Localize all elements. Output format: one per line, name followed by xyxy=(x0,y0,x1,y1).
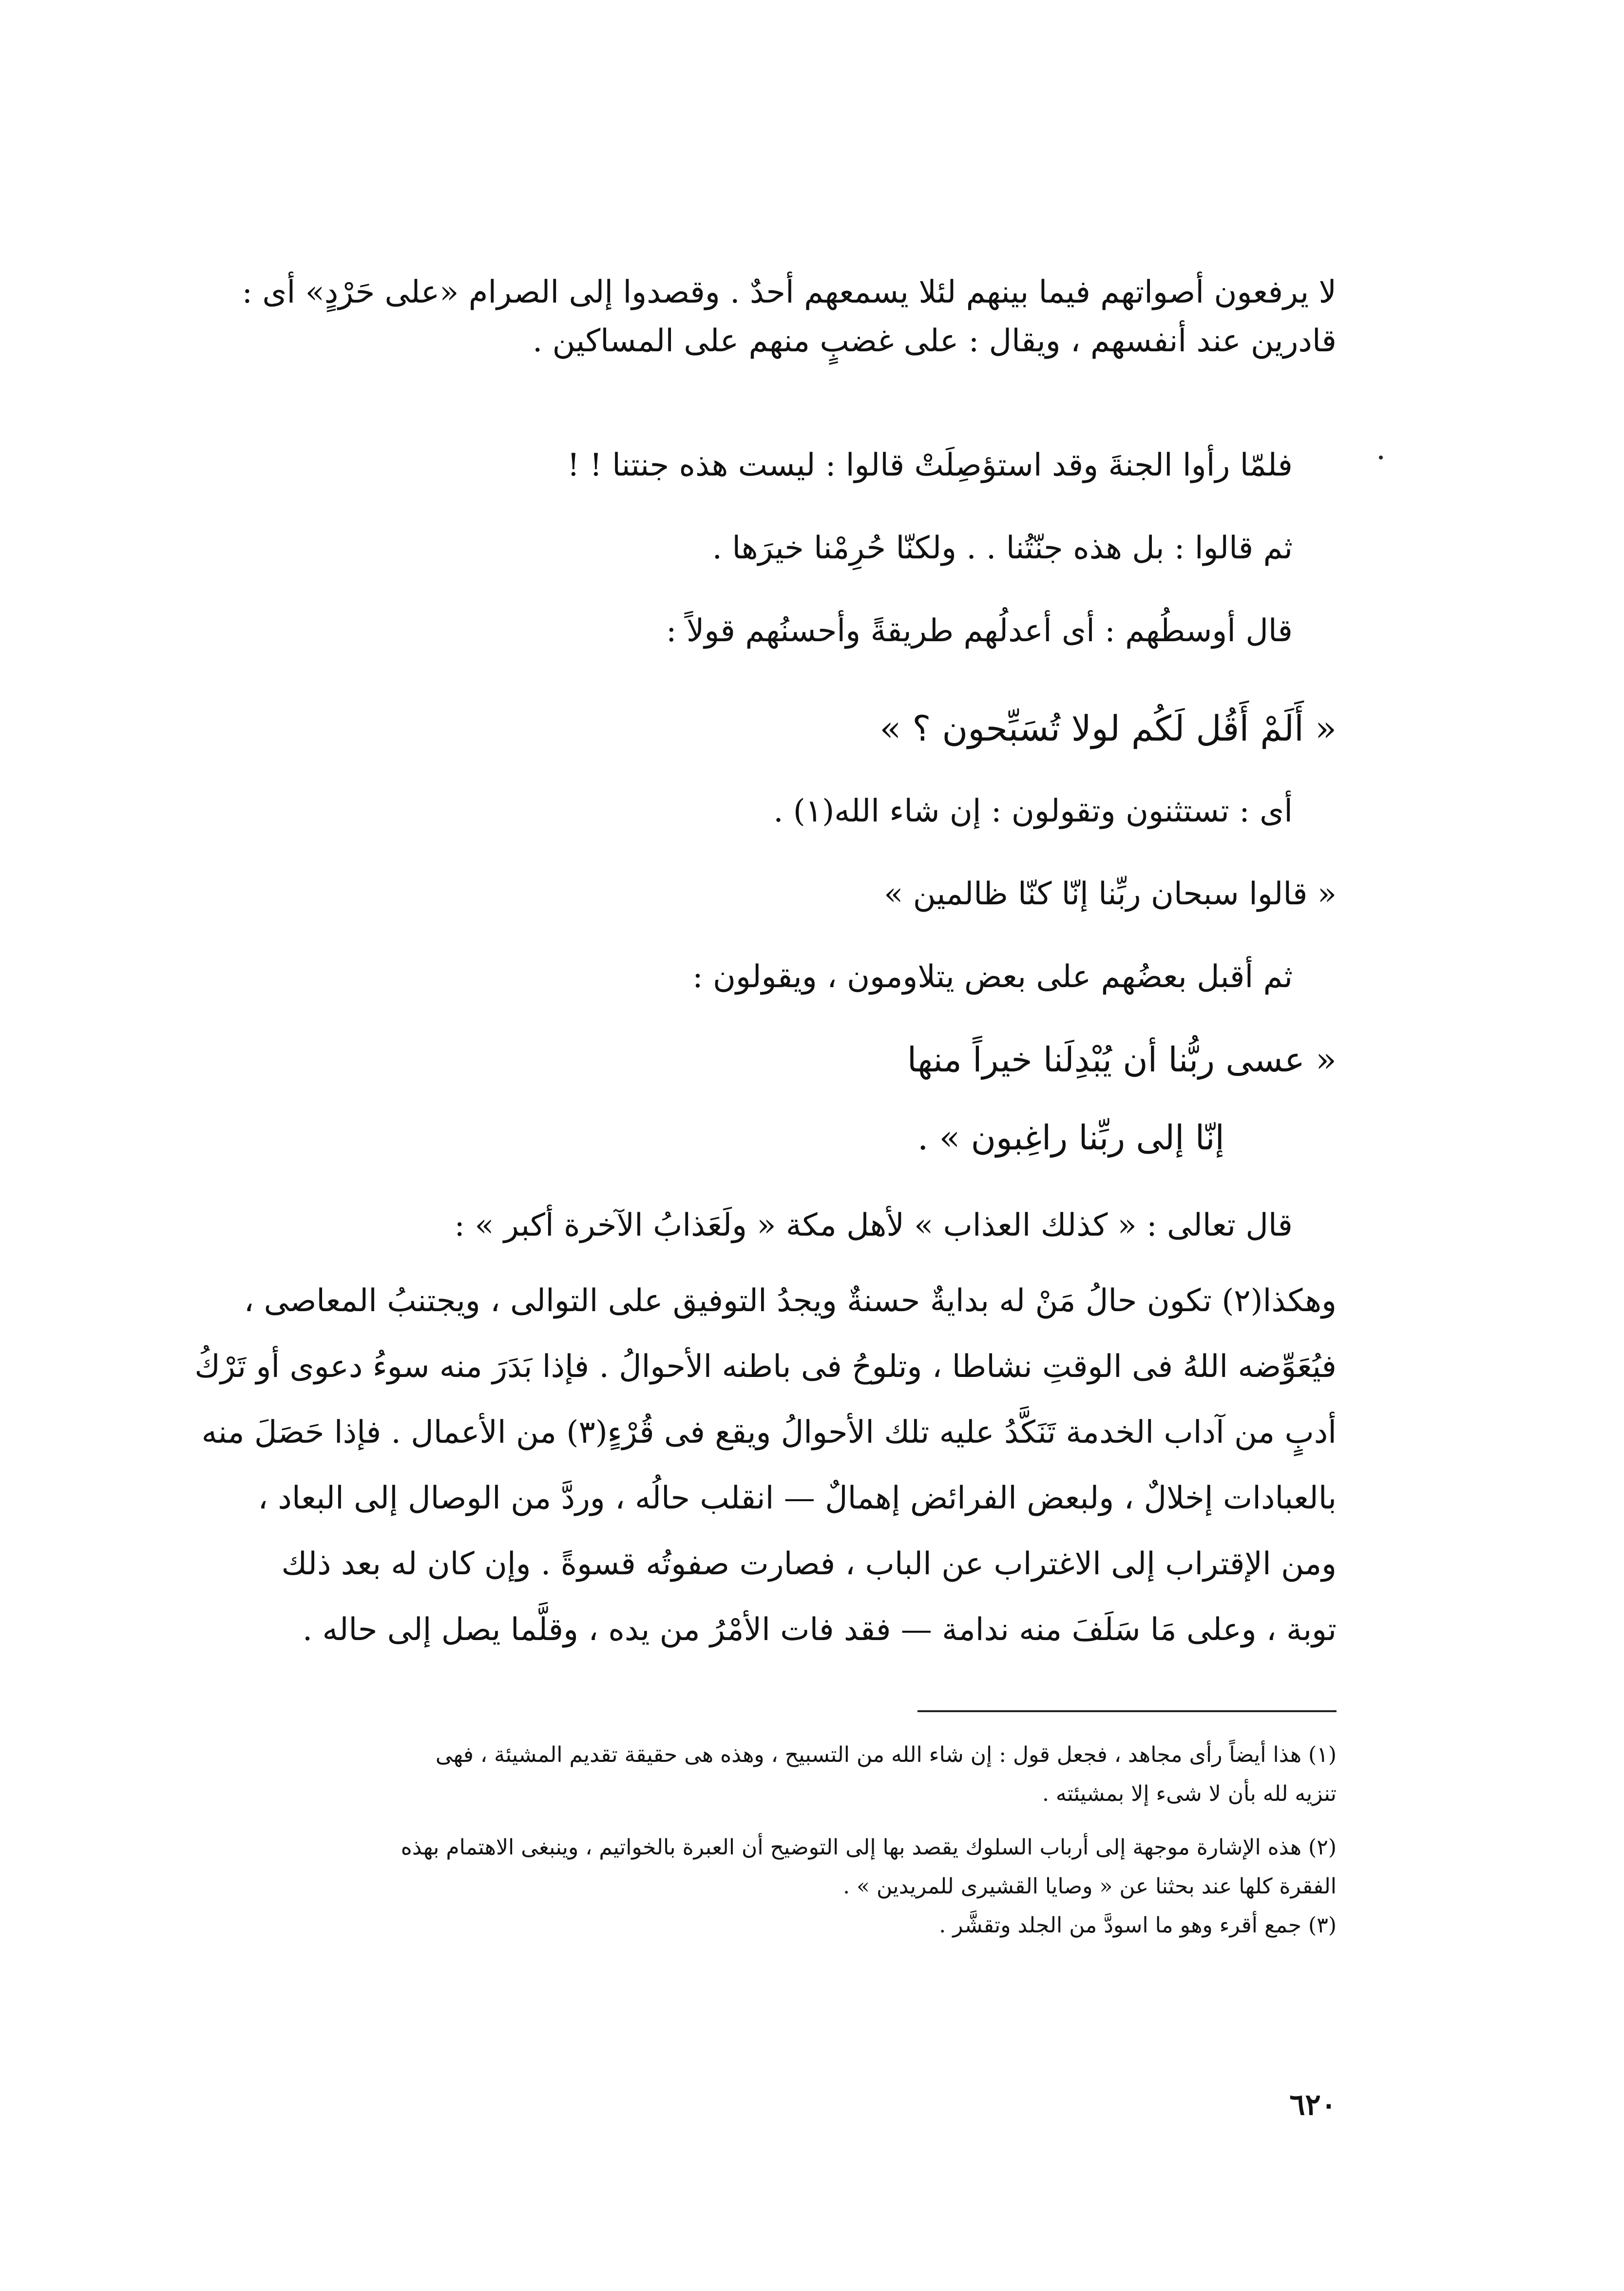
footnote-2-line-2: الفقرة كلها عند بحثنا عن « وصايا القشيرى للمريدين » . xyxy=(843,1874,1337,1899)
footnote-1-line-1: (١) هذا أيضاً رأى مجاهد ، فجعل قول : إن شاء الله من التسبيح ، وهذه هى حقيقة تقديم المشيئة ، فهى xyxy=(435,1742,1337,1767)
text-line-18: توبة ، وعلى مَا سَلَفَ منه ندامة — فقد فات الأمْرُ من يده ، وقلَّما يصل إلى حاله . xyxy=(302,1612,1337,1648)
text-line-14: فيُعَوِّضه اللهُ فى الوقتِ نشاطا ، وتلوحُ فى باطنه الأحوالُ . فإذا بَدَرَ منه سوءُ دعوى أو تَرْكُ xyxy=(194,1349,1337,1385)
margin-dot xyxy=(1379,456,1383,459)
footnote-3: (٣) جمع أقرء وهو ما اسودَّ من الجلد وتقشَّر . xyxy=(939,1913,1337,1938)
text-line-16: بالعبادات إخلالٌ ، ولبعض الفرائض إهمالٌ — انقلب حالُه ، وردَّ من الوصال إلى البعاد ، xyxy=(258,1480,1337,1516)
text-line-1: لا يرفعون أصواتهم فيما بينهم لئلا يسمعهم أحدٌ . وقصدوا إلى الصرام «على حَرْدٍ» أى : xyxy=(242,274,1337,310)
text-line-15: أدبٍ من آداب الخدمة تَنَكَّدُ عليه تلك الأحوالُ ويقع فى قُرْءٍ(٣) من الأعمال . فإذا حَصَلَ منه xyxy=(201,1414,1337,1451)
text-line-7: أى : تستثنون وتقولون : إن شاء الله(١) . xyxy=(773,793,1293,829)
quran-verse-1: « أَلَمْ أَقُل لَكُم لولا تُسَبِّحون ؟ » xyxy=(879,708,1337,749)
page-number: ٦٢٠ xyxy=(1289,2088,1337,2122)
footnote-separator xyxy=(917,1710,1337,1712)
quran-verse-3b: إنّا إلى ربِّنا راغِبون » . xyxy=(917,1118,1224,1158)
text-line-9: ثم أقبل بعضُهم على بعض يتلاومون ، ويقولون : xyxy=(692,959,1293,995)
quran-verse-2: « قالوا سبحان ربِّنا إنّا كنّا ظالمين » xyxy=(884,876,1337,912)
text-line-13: وهكذا(٢) تكون حالُ مَنْ له بدايةٌ حسنةٌ ويجدُ التوفيق على التوالى ، ويجتنبُ المعاصى ، xyxy=(244,1283,1337,1319)
footnote-2-line-1: (٢) هذه الإشارة موجهة إلى أرباب السلوك يقصد بها إلى التوضيح أن العبرة بالخواتيم ، وينبغى الاهتمام بهذه xyxy=(401,1835,1337,1860)
text-line-4: ثم قالوا : بل هذه جنّتُنا . . ولكنّا حُرِمْنا خيرَها . xyxy=(712,530,1293,566)
text-line-2: قادرين عند أنفسهم ، ويقال : على غضبٍ منهم على المساكين . xyxy=(532,323,1337,359)
text-line-17: ومن الإقتراب إلى الاغتراب عن الباب ، فصارت صفوتُه قسوةً . وإن كان له بعد ذلك xyxy=(281,1546,1337,1582)
text-line-3: فلمّا رأوا الجنةَ وقد استؤصِلَتْ قالوا : ليست هذه جنتنا ! ! xyxy=(567,447,1293,483)
footnote-1-line-2: تنزيه لله بأن لا شىء إلا بمشيئته . xyxy=(1042,1781,1337,1806)
quran-verse-3a: « عسى ربُّنا أن يُبْدِلَنا خيراً منها xyxy=(907,1040,1337,1080)
text-line-5: قال أوسطُهم : أى أعدلُهم طريقةً وأحسنُهم قولاً : xyxy=(666,613,1293,649)
text-line-12: قال تعالى : « كذلك العذاب » لأهل مكة « ولَعَذابُ الآخرة أكبر » : xyxy=(454,1207,1293,1243)
